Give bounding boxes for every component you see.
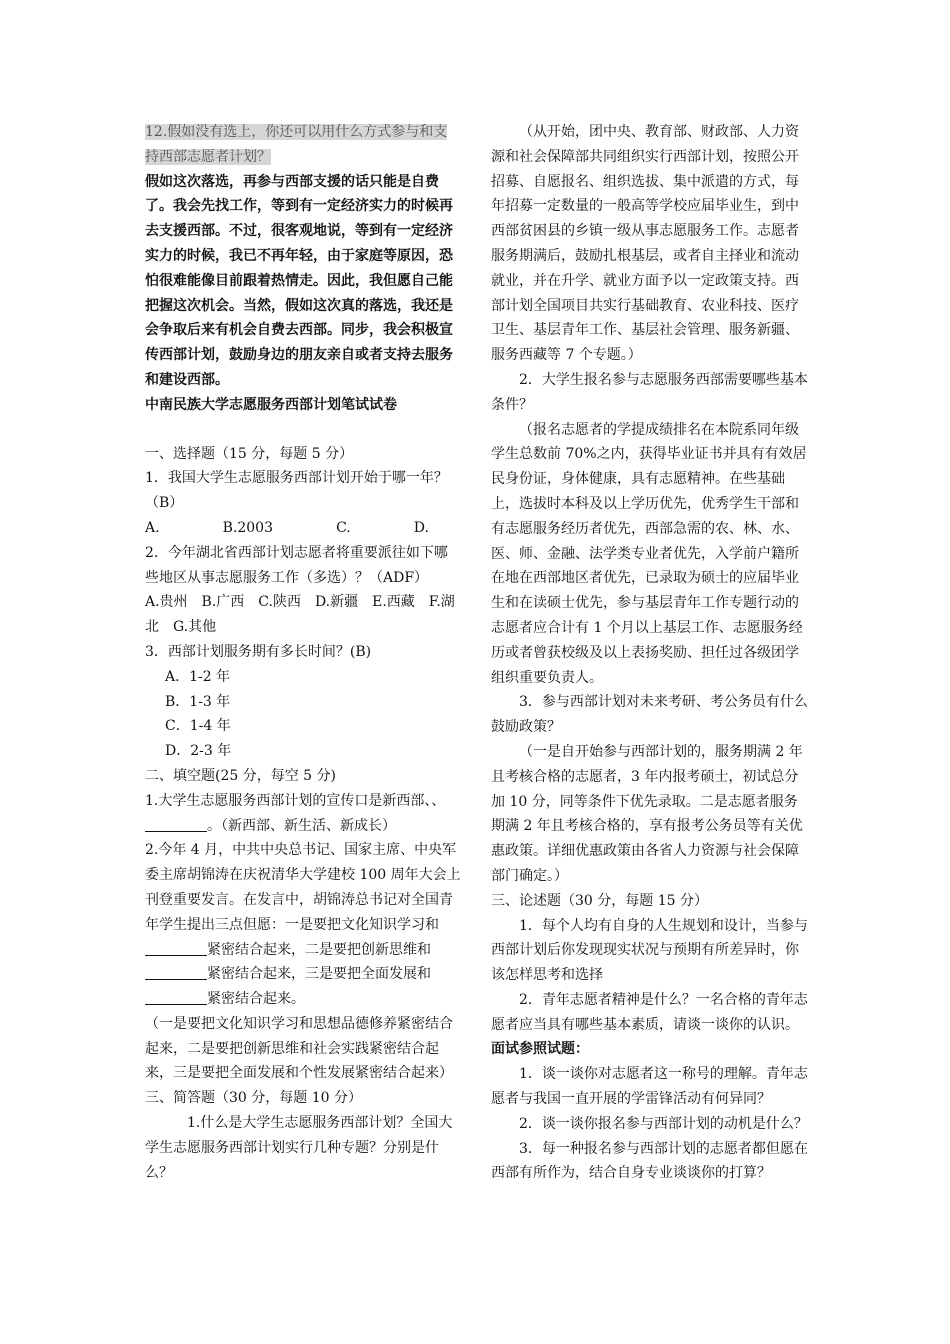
choice-c: C.	[336, 519, 351, 536]
section-short-answer: 三、简答题（30 分，每题 10 分）	[145, 1090, 362, 1107]
choice-a: A.	[145, 519, 160, 536]
fill-1-text-c: 。（新西部、新生活、新成长）	[207, 817, 396, 834]
left-column	[145, 120, 461, 1185]
essay-question-1: 1．每个人均有自身的人生规划和设计，当参与西部计划后你发现现实状况与预期有所差异时，你该怎样思考和选择	[491, 917, 808, 984]
fill-1-text-b: 、	[431, 792, 446, 809]
question-3: 3．西部计划服务期有多长时间？(B)	[145, 643, 372, 660]
exam-title: 中南民族大学志愿服务西部计划笔试试卷	[145, 396, 397, 413]
question-1-choices	[145, 516, 461, 541]
fill-blank-line	[145, 990, 207, 1005]
fill-1-text-a: 1.大学生志愿服务西部计划的宣传口是新西部、	[145, 792, 432, 809]
fill-2-text-d: 紧密结合起来。	[207, 991, 305, 1008]
short-question-1: 1.什么是大学生志愿服务西部计划？全国大学生志愿服务西部计划实行几种专题？分别是什么？	[145, 1115, 453, 1181]
section-choice: 一、选择题（15 分，每题 5 分）	[145, 445, 354, 462]
question-3-option-d: D．2-3 年	[165, 743, 232, 760]
answer-12: 假如这次落选，再参与西部支援的话只能是自费了。我会先找工作，等到有一定经济实力的时候再去支援西部。不过，很客观地说，等到有一定经济实力的时候，我已不再年轻，由于家庭等原因，恐怕很难能像目前跟着热情走。因此，我但愿自己能把握这次机会。当然，假如这次真的落选，我还是会争取后来有机会自费去西部。同步，我会积极宣传西部计划，鼓励身边的朋友亲自或者支持去服务和建设西部。	[145, 173, 453, 388]
section-essay: 三、论述题（30 分，每题 15 分）	[491, 892, 708, 909]
question-1: 1．我国大学生志愿服务西部计划开始于哪一年？（B）	[145, 470, 448, 512]
fill-question-2-answer: （一是要把文化知识学习和思想品德修养紧密结合起来，二是要把创新思维和社会实践紧密结合起来，三是要把全面发展和个性发展紧密结合起来）	[145, 1015, 453, 1082]
short-question-3: 3．参与西部计划对未来考研、考公务员有什么鼓励政策？	[491, 694, 808, 736]
question-2-choices: A.贵州 B.广西 C.陕西 D.新疆 E.西藏 F.湖北 G.其他	[145, 594, 455, 636]
question-3-option-b: B．1-3 年	[165, 693, 231, 710]
question-12-line-2: 持西部志愿者计划？	[145, 148, 271, 165]
question-12-line-1: 12.假如没有选上，你还可以用什么方式参与和支	[145, 124, 448, 140]
fill-blank-line	[145, 965, 207, 980]
interview-question-3: 3．每一种报名参与西部计划的志愿者都但愿在西部有所作为，结合自身专业谈谈你的打算？	[491, 1140, 808, 1182]
right-column	[491, 120, 809, 1186]
question-3-option-c: C．1-4 年	[165, 718, 231, 735]
short-question-1-answer: （从开始，团中央、教育部、财政部、人力资源和社会保障部共同组织实行西部计划，按照公开招募、自愿报名、组织选拔、集中派遣的方式，每年招募一定数量的一般高等学校应届毕业生，到中西部贫困县的乡镇一级从事志愿服务工作。志愿者服务期满后，鼓励扎根基层，或者自主择业和流动就业，并在升学、就业方面予以一定政策支持。西部计划全国项目共实行基础教育、农业科技、医疗卫生、基层青年工作、基层社会管理、服务新疆、服务西藏等 7 个专题。）	[491, 124, 799, 364]
question-12	[145, 120, 461, 170]
fill-blank-line	[145, 941, 207, 956]
section-fill-blank: 二、填空题(25 分，每空 5 分)	[145, 767, 336, 784]
fill-2-text-a: 2.今年 4 月，中共中央总书记、国家主席、中央军委主席胡锦涛在庆祝清华大学建校 100 周年大会上刊登重要发言。在发言中，胡锦涛总书记对全国青年学生提出三点但愿：一是要把文化知识学习和	[145, 842, 461, 933]
fill-question-1	[145, 789, 461, 839]
interview-question-1: 1．谈一谈你对志愿者这一称号的理解。青年志愿者与我国一直开展的学雷锋活动有何异同？	[491, 1066, 808, 1108]
fill-2-text-b: 紧密结合起来，二是要把创新思维和	[207, 941, 431, 958]
fill-2-text-c: 紧密结合起来，三是要把全面发展和	[207, 966, 431, 983]
short-question-2-answer: （报名志愿者的学提成绩排名在本院系同年级学生总数前 70%之内，获得毕业证书并具有有效居民身份证，身体健康，具有志愿精神。在些基础上，选拔时本科及以上学历优先，优秀学生干部和有志愿服务经历者优先，西部急需的农、林、水、医、师、金融、法学类专业者优先，入学前户籍所在地在西部地区者优先，已录取为硕士的应届毕业生和在读硕士优先，参与基层青年工作专题行动的志愿者应合计有 1 个月以上基层工作、志愿服务经历或者曾获校级及以上表扬奖励、担任过各级团学组织重要负责人。	[491, 421, 807, 686]
question-3-option-a: A．1-2 年	[165, 668, 231, 685]
fill-blank-line	[145, 817, 207, 832]
choice-d: D.	[413, 519, 429, 536]
interview-title: 面试参照试题：	[491, 1041, 589, 1058]
interview-question-2: 2．谈一谈你报名参与西部计划的动机是什么？	[519, 1115, 808, 1132]
short-question-2: 2．大学生报名参与志愿服务西部需要哪些基本条件？	[491, 371, 808, 413]
question-2: 2．今年湖北省西部计划志愿者将重要派往如下哪些地区从事志愿服务工作（多选）？（ADF）	[145, 544, 448, 586]
short-question-3-answer: （一是自开始参与西部计划的，服务期满 2 年且考核合格的志愿者，3 年内报考硕士，初试总分加 10 分，同等条件下优先录取。二是志愿者服务期满 2 年且考核合格的，享有报考公务员等有关优惠政策。详细优惠政策由各省人力资源与社会保障部门确定。）	[491, 743, 803, 884]
choice-b: B.2003	[222, 519, 273, 536]
essay-question-2: 2．青年志愿者精神是什么？一名合格的青年志愿者应当具有哪些基本素质，请谈一谈你的认识。	[491, 991, 808, 1033]
fill-question-2	[145, 838, 461, 1012]
